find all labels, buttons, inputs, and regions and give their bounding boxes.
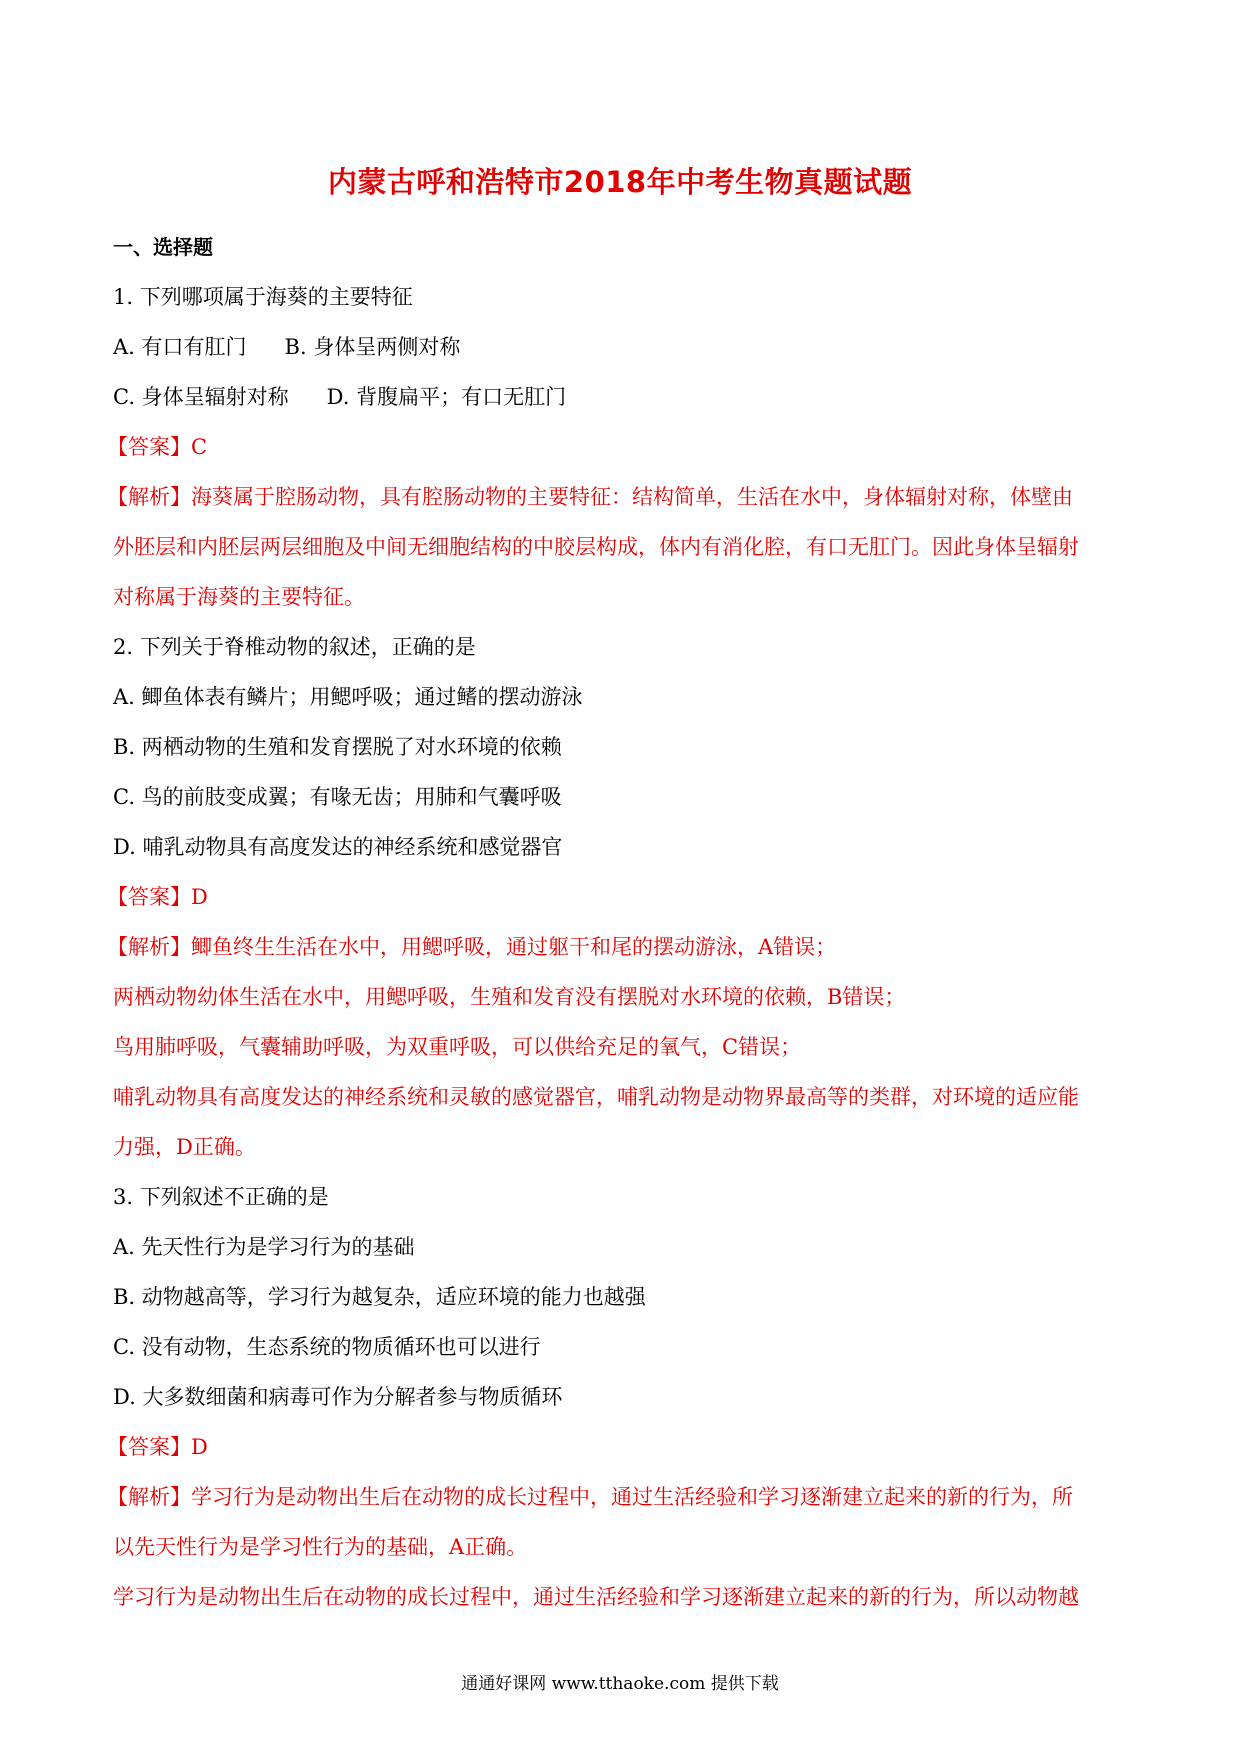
- question-1-answer: 【答案】C: [107, 435, 208, 459]
- question-2-stem: 2. 下列关于脊椎动物的叙述，正确的是: [113, 635, 476, 659]
- question-1-option-c: C. 身体呈辐射对称: [113, 385, 289, 409]
- document-body: [107, 222, 1125, 1622]
- question-1-analysis-line-2: 外胚层和内胚层两层细胞及中间无细胞结构的中胶层构成，体内有消化腔，有口无肛门。因此身体呈辐射: [113, 535, 1079, 559]
- question-1-stem: 1. 下列哪项属于海葵的主要特征: [113, 285, 413, 309]
- question-3-analysis-line-3: 学习行为是动物出生后在动物的成长过程中，通过生活经验和学习逐渐建立起来的新的行为，所以动物越: [113, 1585, 1079, 1609]
- question-2-option-c: C. 鸟的前肢变成翼；有喙无齿；用肺和气囊呼吸: [113, 785, 562, 809]
- question-2-answer: 【答案】D: [107, 885, 208, 909]
- question-1-options-row-2: [113, 372, 1125, 422]
- question-3-stem: 3. 下列叙述不正确的是: [113, 1185, 329, 1209]
- page-footer: 通通好课网 www.tthaoke.com 提供下载: [461, 1674, 779, 1694]
- question-1-options-row-1: [113, 322, 1125, 372]
- question-1-analysis-line-1: 【解析】海葵属于腔肠动物，具有腔肠动物的主要特征：结构简单，生活在水中，身体辐射对称，体壁由: [107, 485, 1073, 509]
- question-3-option-d: D. 大多数细菌和病毒可作为分解者参与物质循环: [113, 1385, 563, 1409]
- question-3-answer: 【答案】D: [107, 1435, 208, 1459]
- question-1-option-b: B. 身体呈两侧对称: [284, 335, 461, 359]
- question-3-option-c: C. 没有动物，生态系统的物质循环也可以进行: [113, 1335, 541, 1359]
- question-2-option-d: D. 哺乳动物具有高度发达的神经系统和感觉器官: [113, 835, 563, 859]
- section-heading: 一、选择题: [113, 235, 213, 259]
- question-2-analysis-line-1: 【解析】鲫鱼终生生活在水中，用鳃呼吸，通过躯干和尾的摆动游泳，A错误；: [107, 935, 837, 959]
- question-3-option-a: A. 先天性行为是学习行为的基础: [113, 1235, 415, 1259]
- question-1-option-d: D. 背腹扁平；有口无肛门: [326, 385, 567, 409]
- question-3-option-b: B. 动物越高等，学习行为越复杂，适应环境的能力也越强: [113, 1285, 646, 1309]
- question-1-analysis-line-3: 对称属于海葵的主要特征。: [113, 585, 365, 609]
- question-3-analysis-line-2: 以先天性行为是学习性行为的基础，A正确。: [113, 1535, 528, 1559]
- question-2-analysis-line-3: 鸟用肺呼吸，气囊辅助呼吸，为双重呼吸，可以供给充足的氧气，C错误；: [113, 1035, 802, 1059]
- page-title: 内蒙古呼和浩特市2018年中考生物真题试题: [327, 165, 913, 199]
- question-2-option-a: A. 鲫鱼体表有鳞片；用鳃呼吸；通过鳍的摆动游泳: [113, 685, 583, 709]
- question-2-analysis-line-2: 两栖动物幼体生活在水中，用鳃呼吸，生殖和发育没有摆脱对水环境的依赖，B错误；: [113, 985, 906, 1009]
- question-1-option-a: A. 有口有肛门: [113, 335, 247, 359]
- question-2-analysis-line-4: 哺乳动物具有高度发达的神经系统和灵敏的感觉器官，哺乳动物是动物界最高等的类群，对环境的适应能: [113, 1085, 1079, 1109]
- question-3-analysis-line-1: 【解析】学习行为是动物出生后在动物的成长过程中，通过生活经验和学习逐渐建立起来的新的行为，所: [107, 1485, 1073, 1509]
- question-2-option-b: B. 两栖动物的生殖和发育摆脱了对水环境的依赖: [113, 735, 562, 759]
- question-2-analysis-line-5: 力强，D正确。: [113, 1135, 256, 1159]
